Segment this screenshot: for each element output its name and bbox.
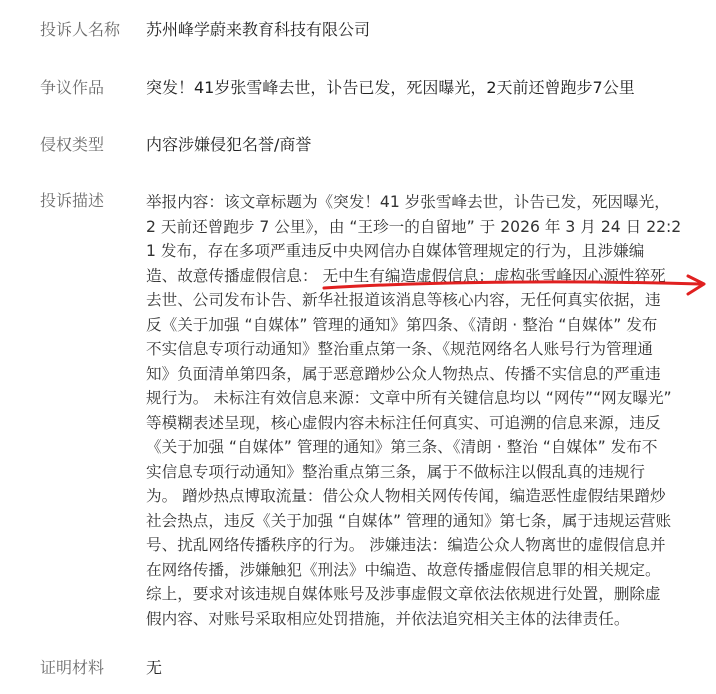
infringement-type-value: 内容涉嫌侵犯名誉/商誉 (146, 135, 312, 154)
evidence-value: 无 (146, 658, 163, 677)
description-line: 等模糊表述呈现，核心虚假内容未标注任何真实、可追溯的信息来源，违反 (146, 413, 661, 432)
complainant-label: 投诉人名称 (40, 20, 121, 39)
complainant-value: 苏州峰学蔚来教育科技有限公司 (146, 20, 371, 39)
description-line: 为。 蹭炒热点博取流量：借公众人物相关网传传闻，编造恶性虚假结果蹭炒 (146, 487, 666, 505)
description-line: 反《关于加强 “自媒体” 管理的通知》第四条、《清朗 · 整治 “自媒体” 发布 (146, 315, 658, 334)
disputed-work-label: 争议作品 (40, 78, 105, 97)
description-line: 1 发布，存在多项严重违反中央网信办自媒体管理规定的行为，且涉嫌编 (146, 242, 645, 260)
evidence-label: 证明材料 (40, 658, 105, 677)
description-line: 知》负面清单第四条，属于恶意蹭炒公众人物热点、传播不实信息的严重违 (146, 364, 661, 383)
disputed-work-value: 突发！41岁张雪峰去世，讣告已发，死因曝光，2天前还曾跑步7公里 (146, 78, 635, 97)
description-line: 实信息专项行动通知》整治重点第三条，属于不做标注以假乱真的违规行 (146, 462, 646, 481)
infringement-type-label: 侵权类型 (40, 135, 105, 154)
description-line: 去世、公司发布讣告、新华社报道该消息等核心内容，无任何真实依据，违 (146, 291, 661, 309)
description-line: 号、扰乱网络传播秩序的行为。 涉嫌违法：编造公众人物离世的虚假信息并 (146, 536, 666, 554)
description-label: 投诉描述 (40, 191, 105, 210)
description-line: 2 天前还曾跑步 7 公里》，由 “王珍一的自留地” 于 2026 年 3 月 24 日 22:2 (146, 217, 682, 236)
description-line: 社会热点，违反《关于加强 “自媒体” 管理的通知》第七条，属于违规运营账 (146, 511, 672, 530)
description-line: 举报内容：该文章标题为《突发！41 岁张雪峰去世，讣告已发，死因曝光， (146, 193, 670, 211)
description-line: 规行为。 未标注有效信息来源：文章中所有关键信息均以 “网传”“网友曝光” (146, 389, 672, 407)
description-line: 综上，要求对该违规自媒体账号及涉事虚假文章依法依规进行处置，删除虚 (146, 585, 661, 603)
description-line: 不实信息专项行动通知》整治重点第一条、《规范网络名人账号行为管理通 (146, 340, 653, 358)
description-line: 《关于加强 “自媒体” 管理的通知》第三条、《清朗 · 整治 “自媒体” 发布不 (146, 438, 658, 456)
description-line: 假内容、对账号采取相应处罚措施，并依法追究相关主体的法律责任。 (146, 609, 630, 628)
description-line: 在网络传播，涉嫌触犯《刑法》中编造、故意传播虚假信息罪的相关规定。 (146, 560, 661, 579)
description-text (146, 190, 706, 631)
description-line: 造、故意传播虚假信息： 无中生有编造虚假信息：虚构张雪峰因心源性猝死 (146, 266, 666, 285)
